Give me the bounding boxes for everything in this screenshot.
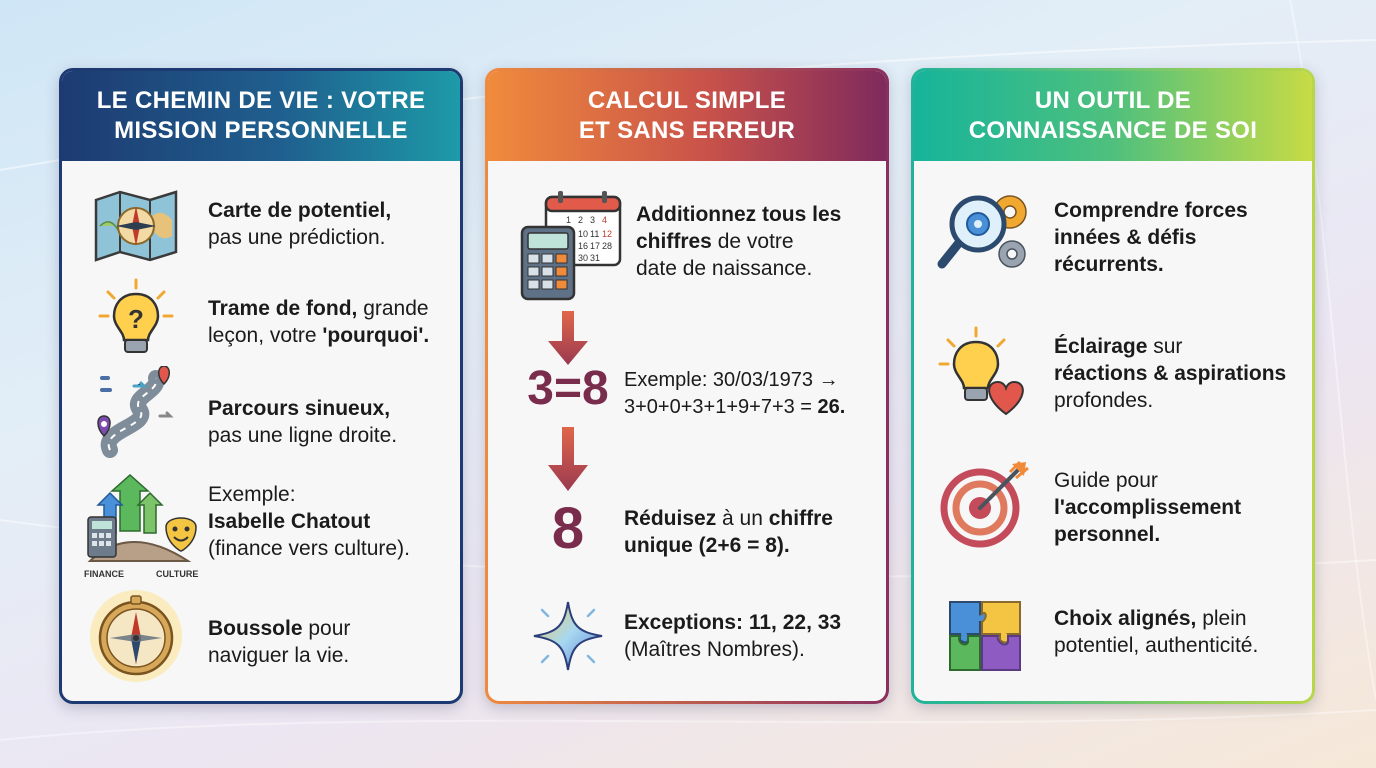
svg-text:2: 2 xyxy=(578,215,584,225)
finance-label: FINANCE xyxy=(84,569,124,579)
lightbulb-heart-icon xyxy=(936,327,1036,417)
card-header xyxy=(62,71,460,161)
down-arrow-icon xyxy=(544,311,592,367)
svg-text:17: 17 xyxy=(590,241,601,251)
star-sparkle-icon xyxy=(518,591,618,681)
card-title-line1: CALCUL SIMPLE xyxy=(587,87,787,114)
svg-text:28: 28 xyxy=(602,241,613,251)
step-exceptions: Exceptions: 11, 22, 33 (Maîtres Nombres). xyxy=(624,611,842,661)
item-reactions: Éclairage sur réactions & aspirations profondes. xyxy=(1054,335,1287,412)
down-arrow-icon xyxy=(544,427,592,493)
example-result-number: 3=8 xyxy=(527,362,609,415)
svg-text:11: 11 xyxy=(590,229,600,239)
card-title-line2: CONNAISSANCE DE SOI xyxy=(968,117,1258,144)
item-life-lesson: Trame de fond, grande leçon, votre 'pourquoi'. xyxy=(208,297,430,347)
culture-label: CULTURE xyxy=(156,569,199,579)
reduced-number: 8 xyxy=(551,496,585,561)
card-life-path xyxy=(59,68,463,704)
svg-text:10: 10 xyxy=(578,229,589,239)
item-compass: Boussole pour naviguer la vie. xyxy=(208,617,351,667)
card-header xyxy=(488,71,886,161)
card-title-line1: LE CHEMIN DE VIE : VOTRE xyxy=(96,87,426,114)
card-title-line2: ET SANS ERREUR xyxy=(578,117,796,144)
puzzle-icon xyxy=(936,589,1036,679)
item-aligned-choices: Choix alignés, plein potentiel, authenticité. xyxy=(1054,607,1259,657)
item-guide: Guide pour l'accomplissement personnel. xyxy=(1054,469,1242,546)
item-example-person: Exemple: Isabelle Chatout (finance vers culture). xyxy=(208,483,410,560)
svg-text:4: 4 xyxy=(602,215,608,225)
svg-text:1: 1 xyxy=(566,215,572,225)
card-self-knowledge xyxy=(911,68,1315,704)
svg-text:16: 16 xyxy=(578,241,589,251)
calculator-calendar-icon xyxy=(516,191,626,301)
lightbulb-question-icon xyxy=(86,275,186,365)
magnifier-gears-icon xyxy=(936,187,1036,277)
finance-culture-bridge-icon xyxy=(80,471,210,581)
step-add-digits: Additionnez tous les chiffres de votre date de naissance. xyxy=(636,203,842,280)
card-calculation xyxy=(485,68,889,704)
map-compass-icon xyxy=(86,181,186,271)
svg-text:3: 3 xyxy=(590,215,596,225)
svg-text:30: 30 xyxy=(578,253,589,263)
svg-text:31: 31 xyxy=(590,253,601,263)
item-understand-strengths: Comprendre forces innées & défis récurrents. xyxy=(1054,199,1248,276)
step-example: Exemple: 30/03/1973 → 3+0+0+3+1+9+7+3 = 26. xyxy=(624,369,846,418)
winding-road-icon xyxy=(86,367,186,457)
compass-icon xyxy=(86,591,186,681)
svg-text:?: ? xyxy=(128,304,144,334)
svg-text:12: 12 xyxy=(602,229,613,239)
card-header xyxy=(914,71,1312,161)
step-reduce: Réduisez à un chiffre unique (2+6 = 8). xyxy=(624,507,833,557)
target-arrow-icon xyxy=(936,459,1036,549)
item-potential-map: Carte de potentiel, pas une prédiction. xyxy=(208,199,392,249)
card-title-line1: UN OUTIL DE xyxy=(1034,87,1192,114)
card-title-line2: MISSION PERSONNELLE xyxy=(114,117,408,144)
item-winding-path: Parcours sinueux, pas une ligne droite. xyxy=(208,397,398,447)
